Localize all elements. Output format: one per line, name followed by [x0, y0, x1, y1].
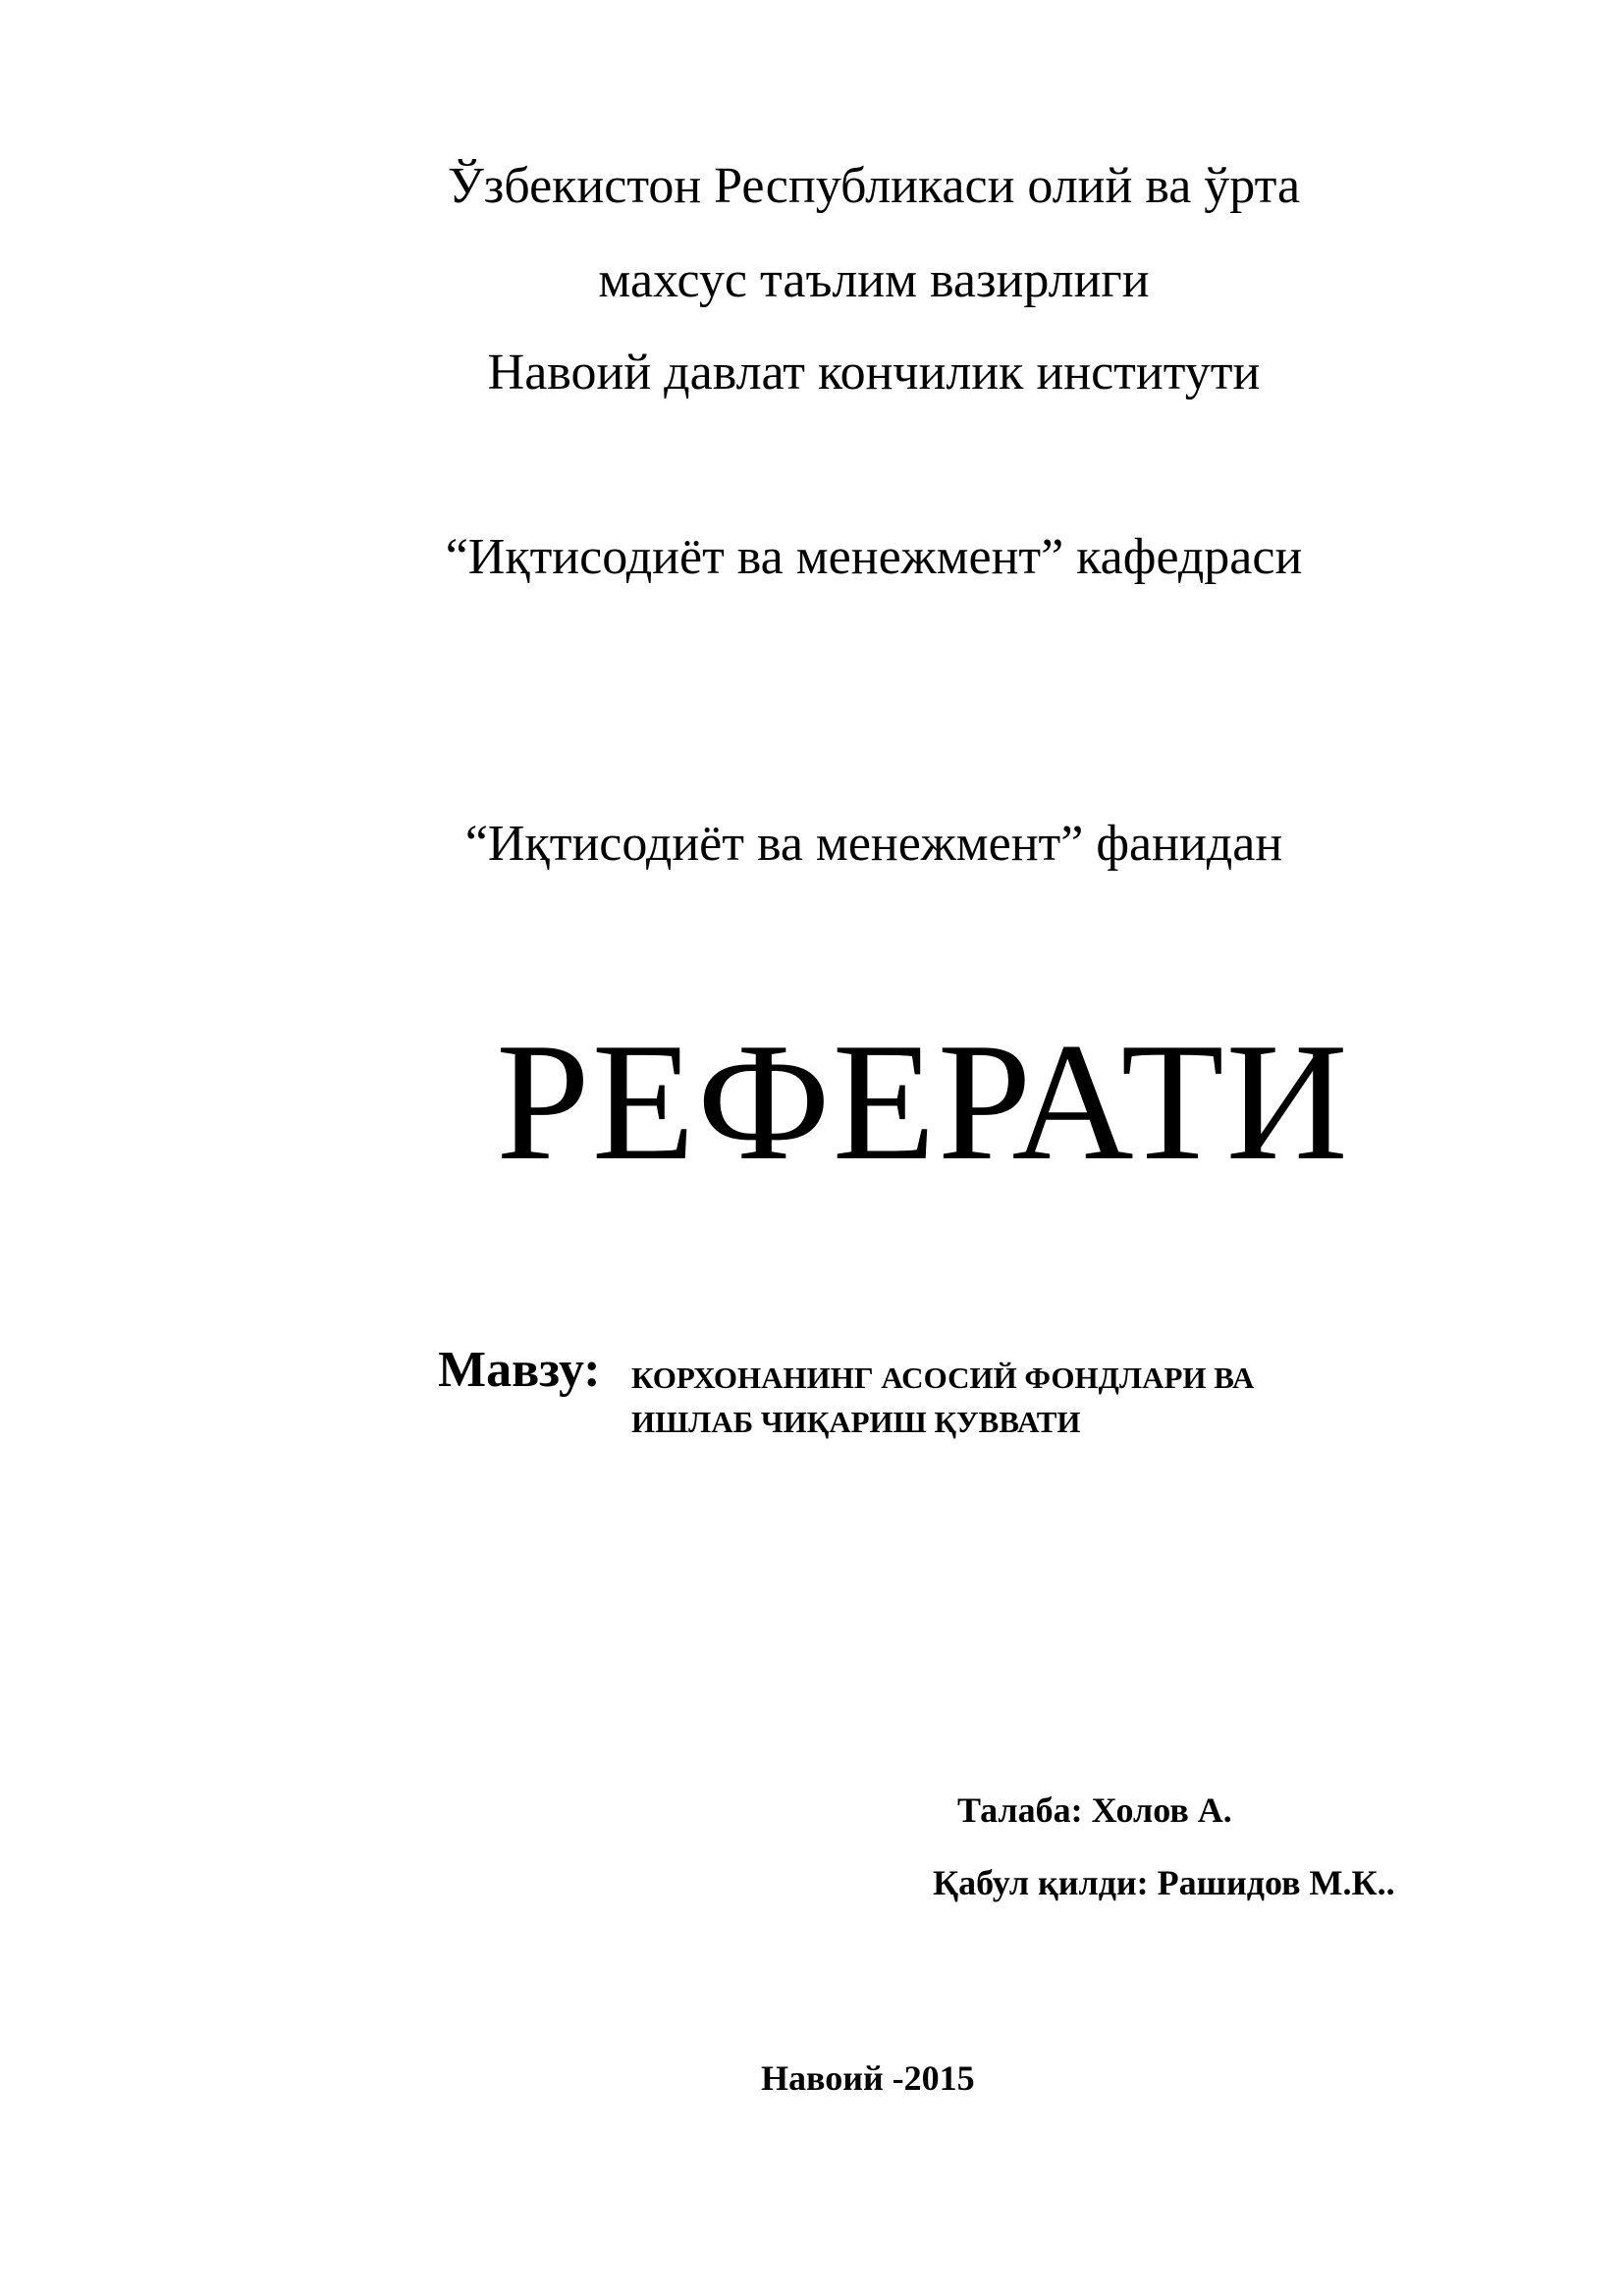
subject-line: “Иқтисодиёт ва менежмент” фанидан — [464, 816, 1283, 872]
ministry-line-2: махсус таълим вазирлиги — [598, 252, 1150, 308]
document-title: РЕФЕРАТИ — [496, 1009, 1350, 1196]
department-name: “Иқтисодиёт ва менежмент” кафедраси — [445, 529, 1303, 585]
ministry-line-1: Ўзбекистон Республикаси олий ва ўрта — [447, 158, 1301, 214]
institute-name: Навоий давлат кончилик институти — [487, 345, 1261, 400]
topic-text-line-2: ИШЛАБ ЧИҚАРИШ ҚУВВАТИ — [631, 1405, 1081, 1439]
topic-label: Мавзу: — [438, 1342, 601, 1398]
student-signature-line: Талаба: Холов А. — [957, 1790, 1232, 1830]
topic-text-line-1: КОРХОНАНИНГ АСОСИЙ ФОНДЛАРИ ВА — [631, 1361, 1255, 1395]
accepted-by-line: Қабул қилди: Рашидов М.К.. — [933, 1863, 1395, 1902]
place-year: Навоий -2015 — [761, 2058, 975, 2098]
